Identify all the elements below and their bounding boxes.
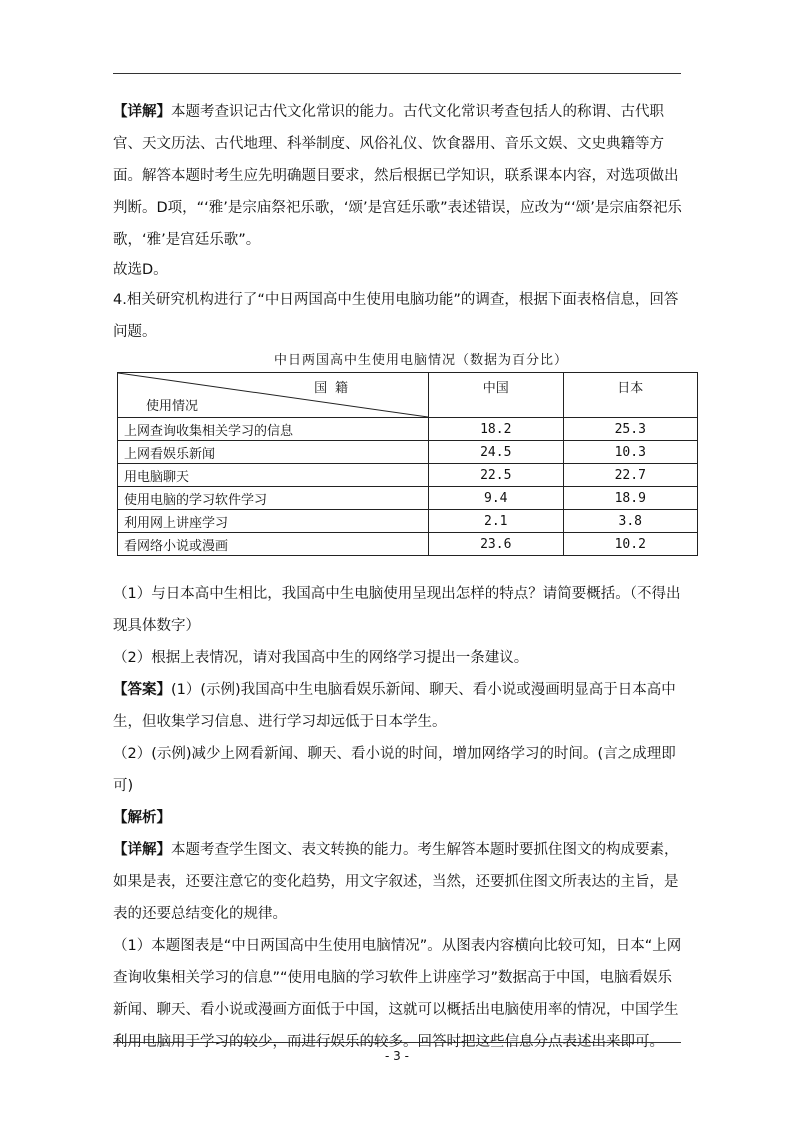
header-japan: 日本 <box>563 373 698 418</box>
japan-value: 25.3 <box>563 418 698 441</box>
answer-paragraph-2: （2）(示例)减少上网看新闻、聊天、看小说的时间，增加网络学习的时间。(言之成理即可) <box>113 746 676 794</box>
china-value: 24.5 <box>429 441 564 464</box>
row-label: 上网看娱乐新闻 <box>118 441 429 464</box>
japan-value: 3.8 <box>563 510 698 533</box>
question-4-intro: 4.相关研究机构进行了“中日两国高中生使用电脑功能”的调查，根据下面表格信息，回答问题。 <box>113 292 679 340</box>
table-row <box>118 464 698 487</box>
row-label: 上网查询收集相关学习的信息 <box>118 418 429 441</box>
questions-section <box>113 578 685 1058</box>
footer-rule <box>113 1042 681 1043</box>
china-value: 22.5 <box>429 464 564 487</box>
detail-text: 本题考查识记古代文化常识的能力。古代文化常识考查包括人的称谓、古代职官、天文历法、古代地理、科举制度、风俗礼仪、饮食器用、音乐文娱、文史典籍等方面。解答本题时考生应先明确题目要求，然后根据已学知识，联系课本内容，对选项做出判断。D项，“‘雅’是宗庙祭祀乐歌，‘颂’是宫廷乐歌”表述错误，应改为“‘颂’是宗庙祭祀乐歌，‘雅’是宫廷乐歌”。 <box>113 104 682 248</box>
japan-value: 18.9 <box>563 487 698 510</box>
page-number: - 3 - <box>385 1049 409 1063</box>
answer-choice: 故选D。 <box>113 262 168 278</box>
header-china: 中国 <box>429 373 564 418</box>
header-rule <box>113 73 681 74</box>
answer-paragraph-1 <box>113 674 685 738</box>
header-usage-label: 使用情况 <box>146 399 199 414</box>
table-row <box>118 533 698 556</box>
china-value: 2.1 <box>429 510 564 533</box>
question-2: （2）根据上表情况，请对我国高中生的网络学习提出一条建议。 <box>113 650 529 666</box>
table-row <box>118 487 698 510</box>
row-label: 用电脑聊天 <box>118 464 429 487</box>
explanation-1: （1）本题图表是“中日两国高中生使用电脑情况”。从图表内容横向比较可知，日本“上网查询收集相关学习的信息”“使用电脑的学习软件上讲座学习”数据高于中国，电脑看娱乐新闻、聊天、看小说或漫画方面低于中国，这就可以概括出电脑使用率的情况，中国学生利用电脑用于学习的较少，而进行娱乐的较多。回答时把这些信息分点表述出来即可。 <box>113 938 682 1050</box>
survey-table <box>117 372 698 556</box>
table-row <box>118 510 698 533</box>
detail-paragraph-2 <box>113 834 685 930</box>
survey-table-block <box>113 350 699 556</box>
detail-text-2: 本题考查学生图文、表文转换的能力。考生解答本题时要抓住图文的构成要素，如果是表，还要注意它的变化趋势，用文字叙述，当然，还要抓住图文所表达的主旨，是表的还要总结变化的规律。 <box>113 842 679 922</box>
china-value: 9.4 <box>429 487 564 510</box>
row-label: 看网络小说或漫画 <box>118 533 429 556</box>
answer-1-text: (1）(示例)我国高中生电脑看娱乐新闻、聊天、看小说或漫画明显高于日本高中生，但收集学习信息、进行学习却远低于日本学生。 <box>113 682 676 730</box>
table-row <box>118 418 698 441</box>
table-corner-header <box>118 373 429 418</box>
japan-value: 10.3 <box>563 441 698 464</box>
detail-label: 【详解】 <box>113 104 171 120</box>
question-1: （1）与日本高中生相比，我国高中生电脑使用呈现出怎样的特点？请简要概括。（不得出现具体数字） <box>113 586 681 634</box>
table-header-row <box>118 373 698 418</box>
analysis-label: 【解析】 <box>113 810 171 826</box>
japan-value: 10.2 <box>563 533 698 556</box>
header-country-label: 国 籍 <box>314 381 348 396</box>
japan-value: 22.7 <box>563 464 698 487</box>
row-label: 使用电脑的学习软件学习 <box>118 487 429 510</box>
table-title: 中日两国高中生使用电脑情况（数据为百分比） <box>273 353 568 368</box>
china-value: 23.6 <box>429 533 564 556</box>
row-label: 利用网上讲座学习 <box>118 510 429 533</box>
china-value: 18.2 <box>429 418 564 441</box>
table-row <box>118 441 698 464</box>
top-section <box>113 96 685 348</box>
detail-label-2: 【详解】 <box>113 842 171 858</box>
detail-paragraph <box>113 96 685 256</box>
answer-label: 【答案】 <box>113 682 171 698</box>
